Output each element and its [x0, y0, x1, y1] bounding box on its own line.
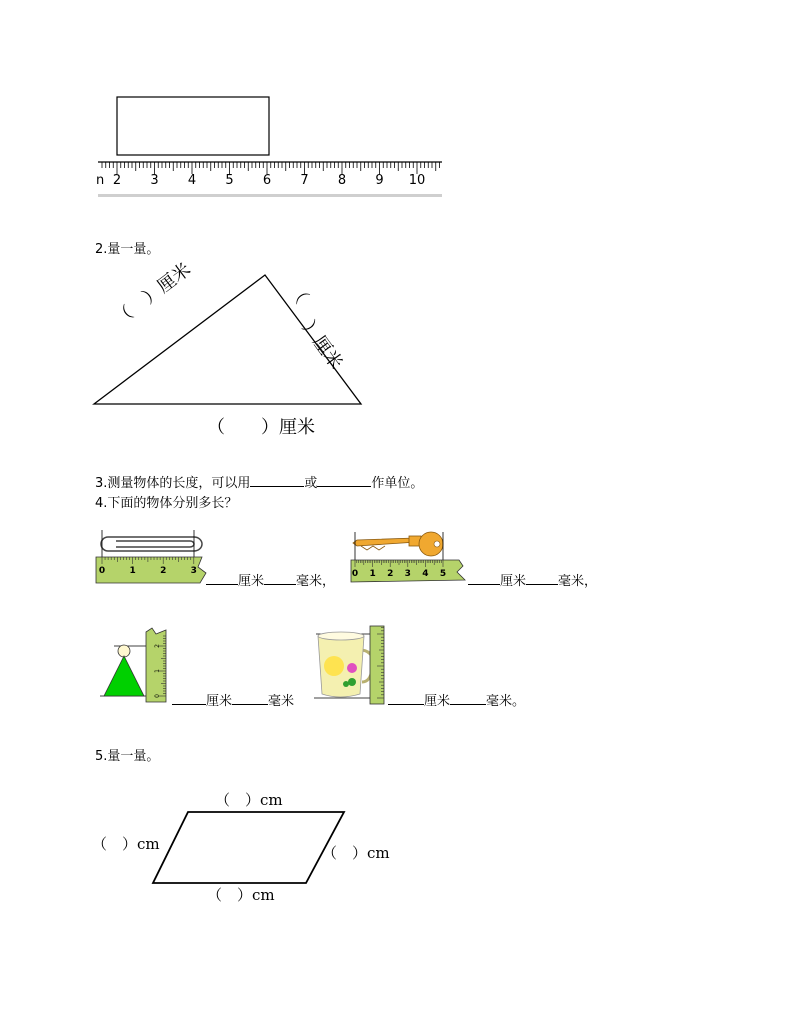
q3-mid: 或	[304, 476, 318, 491]
unit-cm: 厘米	[500, 574, 527, 589]
q4-item3-answer	[172, 692, 294, 710]
ruler-unit: n	[96, 173, 105, 188]
unit-cm: 厘米	[238, 574, 265, 589]
q3-before: 3.测量物体的长度，可以用	[95, 476, 251, 491]
comma: ，	[584, 574, 598, 589]
ruler-label: 8	[337, 173, 347, 188]
q4-item4-mm-blank[interactable]	[450, 692, 486, 705]
ruler-label: 6	[262, 173, 272, 188]
q3-blank-1[interactable]	[250, 474, 304, 487]
q2-title: 2.量一量。	[95, 242, 160, 257]
ruler-label: 3	[190, 566, 197, 576]
q3-blank-2[interactable]	[317, 474, 371, 487]
q4-paperclip-figure	[94, 527, 209, 587]
q5-title: 5.量一量。	[95, 749, 160, 764]
q4-item2-mm-blank[interactable]	[526, 572, 558, 585]
paperclip-icon	[101, 537, 202, 551]
q4-item1-answer	[206, 572, 335, 590]
q2-left-label: （ ）厘米	[110, 259, 195, 330]
q4-key-figure	[349, 530, 471, 586]
flower-icon	[347, 663, 357, 673]
ruler-label: 2	[154, 644, 161, 648]
ruler-label: 4	[187, 173, 197, 188]
period: 。	[512, 694, 526, 709]
unit-cm: 厘米	[206, 694, 233, 709]
cone-icon	[104, 656, 144, 696]
q4-item4-answer	[388, 692, 525, 710]
unit-mm: 毫米	[558, 574, 585, 589]
ruler-label: 2	[160, 566, 167, 576]
q1-ruler-bottom	[98, 194, 442, 197]
ruler-label: 3	[150, 173, 159, 188]
ruler-1	[96, 557, 206, 583]
q1-figure	[96, 96, 446, 200]
ruler-label: 3	[404, 569, 411, 579]
q4-item3-cm-blank[interactable]	[172, 692, 206, 705]
q1-ruler-labels	[96, 173, 425, 188]
ruler-label: 0	[98, 566, 106, 576]
ruler-label: 7	[300, 173, 309, 188]
cup-icon	[318, 632, 373, 697]
ruler-label: 5	[225, 173, 234, 188]
unit-mm: 毫米	[296, 574, 323, 589]
ruler-label: 10	[408, 173, 426, 188]
ruler-4	[370, 626, 384, 704]
ruler-label: 4	[422, 569, 429, 579]
ruler-label: 9	[375, 173, 384, 188]
ruler-label: 1	[369, 569, 376, 579]
q4-title: 4.下面的物体分别多长？	[95, 496, 238, 511]
q1-rectangle	[117, 97, 269, 155]
ruler-label: 1	[154, 669, 161, 673]
q5-bottom-label: （ ）cm	[207, 886, 275, 904]
q4-cone-figure	[94, 624, 174, 706]
q4-item1-cm-blank[interactable]	[206, 572, 238, 585]
q5-top-label: （ ）cm	[215, 791, 283, 809]
ruler-label: 0	[154, 694, 161, 698]
ruler-label: 5	[439, 569, 447, 579]
q3-after: 作单位。	[371, 476, 424, 491]
comma: ，	[322, 574, 336, 589]
q4-item3-mm-blank[interactable]	[232, 692, 268, 705]
q5-right-label: （ ）cm	[322, 844, 390, 862]
ruler-label: 0	[351, 569, 359, 579]
q2-bottom-label: （ ）厘米	[207, 417, 315, 438]
q4-item1-mm-blank[interactable]	[264, 572, 296, 585]
q4-item2-cm-blank[interactable]	[468, 572, 500, 585]
key-icon	[353, 532, 443, 556]
unit-mm: 毫米	[486, 694, 513, 709]
ruler-label: 2	[112, 173, 122, 188]
q4-item4-cm-blank[interactable]	[388, 692, 424, 705]
q5-parallelogram	[150, 810, 350, 886]
unit-cm: 厘米	[424, 694, 451, 709]
ruler-label: 1	[129, 566, 136, 576]
q4-cup-figure	[312, 622, 388, 706]
q2-right-paren: （	[284, 280, 312, 308]
q5-left-label: （ ）cm	[92, 835, 160, 853]
q3-sentence	[95, 474, 423, 492]
unit-mm: 毫米	[268, 694, 295, 709]
ruler-label: 2	[387, 569, 394, 579]
q4-item2-answer	[468, 572, 597, 590]
q2-right-label: ）厘米	[297, 317, 347, 374]
q1-ruler-svg	[96, 96, 446, 200]
